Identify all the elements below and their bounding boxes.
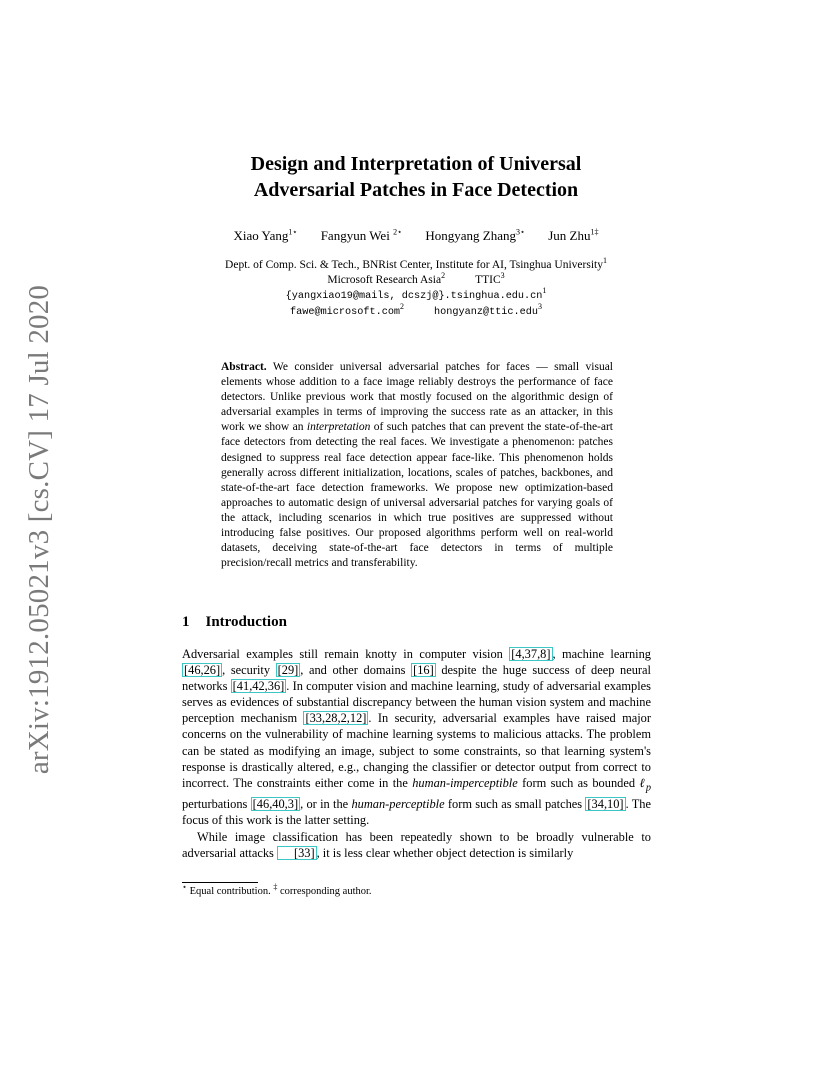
body-text: , machine learning (552, 647, 651, 661)
footnote-text: Equal contribution. (187, 886, 274, 897)
body-text: . In security, adversarial examples have raised major concerns on the vulnerability of machine learning systems to malicious attacks. The problem can be stated as modifying an image, subject to some constraints, so that learning system's response is drastically altered, e.g., changing the classifier or detector output from correct to incorrect. The constraints either come in the (182, 711, 651, 790)
math-symbol: ℓ (639, 775, 646, 790)
citation-link[interactable]: [46,40,3] (252, 797, 299, 812)
author-3 (425, 228, 525, 243)
author-1 (234, 228, 298, 243)
affiliations (150, 258, 682, 320)
citation-link[interactable]: [16] (413, 663, 434, 678)
body-text: , or in the (300, 797, 352, 812)
citation-link[interactable]: [46,26] (184, 663, 221, 678)
author-affil-mark: 1⋆ (288, 227, 298, 237)
abstract-label: Abstract. (221, 361, 267, 373)
author-name: Jun Zhu (548, 228, 591, 243)
arxiv-identifier-text: arXiv:1912.05021v3 [cs.CV] 17 Jul 2020 (23, 284, 56, 774)
section-heading (182, 614, 287, 631)
affiliation-mark: 1 (542, 286, 547, 296)
author-list (150, 228, 682, 244)
body-text: While image classification has been repeatedly shown to be broadly vulnerable to adversarial attacks (182, 829, 651, 860)
email-line-2 (150, 304, 682, 320)
footnote (182, 882, 372, 897)
affiliation-mark: 3 (537, 302, 542, 312)
author-affil-mark: 3⋆ (515, 227, 525, 237)
abstract-text: We consider universal adversarial patches for faces — small visual elements whose addition to a face image reliably destroys the performance of face detectors. Unlike previous work that mostly focused on the algorithmic design of adversarial examples in terms of improving the success rate as an attacker, in this work we show an (221, 361, 613, 434)
footnote-divider (182, 882, 258, 883)
footnote-mark: ⋆ (182, 882, 188, 892)
author-affil-mark: 2⋆ (393, 227, 403, 237)
paper-title (150, 151, 682, 203)
author-2 (321, 228, 402, 243)
email-address: {yangxiao19@mails, dcszj@}.tsinghua.edu.cn (285, 291, 543, 302)
email-line-1 (150, 288, 682, 304)
body-text: perturbations (182, 797, 251, 812)
email-address: hongyanz@ttic.edu (434, 307, 538, 318)
body-text: , and other domains (300, 663, 412, 678)
email-address: fawe@microsoft.com (290, 307, 401, 318)
paragraph-2 (182, 829, 651, 861)
affiliation-mark: 3 (500, 271, 505, 281)
arxiv-identifier (18, 284, 62, 774)
emphasis-text: human-perceptible (351, 797, 445, 812)
section-number: 1 (182, 614, 190, 630)
author-name: Xiao Yang (233, 228, 289, 243)
citation-link[interactable]: [33,28,2,12] (305, 711, 367, 726)
paragraph-1 (182, 646, 651, 829)
affiliation-mark: 2 (400, 302, 405, 312)
citation-link[interactable]: [33] (277, 846, 317, 860)
affiliation-msra-ttic (150, 273, 682, 288)
body-text: . In computer vision and machine learning, study of adversarial examples serves as evidences of substantial discrepancy between the human vision system and machine perception mechanism (182, 679, 651, 726)
title-line-1: Design and Interpretation of Universal (250, 153, 582, 175)
math-subscript: p (645, 782, 651, 794)
title-line-2: Adversarial Patches in Face Detection (253, 179, 579, 201)
section-title: Introduction (205, 614, 287, 630)
citation-link[interactable]: [41,42,36] (232, 679, 285, 694)
citation-link[interactable]: [4,37,8] (511, 647, 551, 661)
abstract (221, 360, 613, 571)
abstract-emphasis: interpretation (306, 421, 371, 434)
body-text: form such as small patches (444, 797, 586, 812)
citation-link[interactable]: [29] (277, 663, 299, 678)
author-4 (548, 228, 598, 243)
affiliation-mark: 2 (441, 271, 446, 281)
body-text: form such as bounded (517, 775, 640, 790)
body-text: , security (222, 663, 276, 678)
affiliation-text: Microsoft Research Asia (327, 274, 442, 286)
abstract-text: of such patches that can prevent the state-of-the-art face detectors from detecting the real faces. We investigate a phenomenon: patches designed to suppress real face detection appear face-like. This phenomenon holds generally across different initialization, locations, scales of patches, backbones, and state-of-the-art face detection frameworks. We propose new optimization-based approaches to automatic design of universal adversarial patches for varying goals of the attack, including scenarios in which true positives are suppressed without introducing false positives. Our proposed algorithms perform well on real-world datasets, deceiving state-of-the-art face detectors in terms of multiple precision/recall metrics and transferability. (221, 421, 614, 570)
author-name: Fangyun Wei (320, 228, 394, 243)
citation-link[interactable]: [34,10] (587, 797, 624, 812)
body-text: . The focus of this work is the latter setting. (182, 797, 651, 828)
emphasis-text: human-imperceptible (412, 775, 518, 790)
affiliation-tsinghua (150, 258, 682, 273)
author-name: Hongyang Zhang (425, 228, 516, 243)
body-text: Adversarial examples still remain knotty in computer vision (182, 647, 510, 661)
affiliation-mark: 1 (602, 256, 607, 266)
affiliation-text: Dept. of Comp. Sci. & Tech., BNRist Center, Institute for AI, Tsinghua University (225, 259, 603, 271)
affiliation-text: TTIC (475, 274, 501, 286)
author-affil-mark: 1‡ (590, 227, 599, 237)
footnote-text: corresponding author. (277, 886, 372, 897)
body-text: despite the huge success of deep neural networks (182, 663, 651, 694)
footnote-mark: ‡ (273, 882, 278, 892)
body-text: , it is less clear whether object detection is similarly (316, 845, 574, 860)
introduction-body (182, 646, 651, 861)
